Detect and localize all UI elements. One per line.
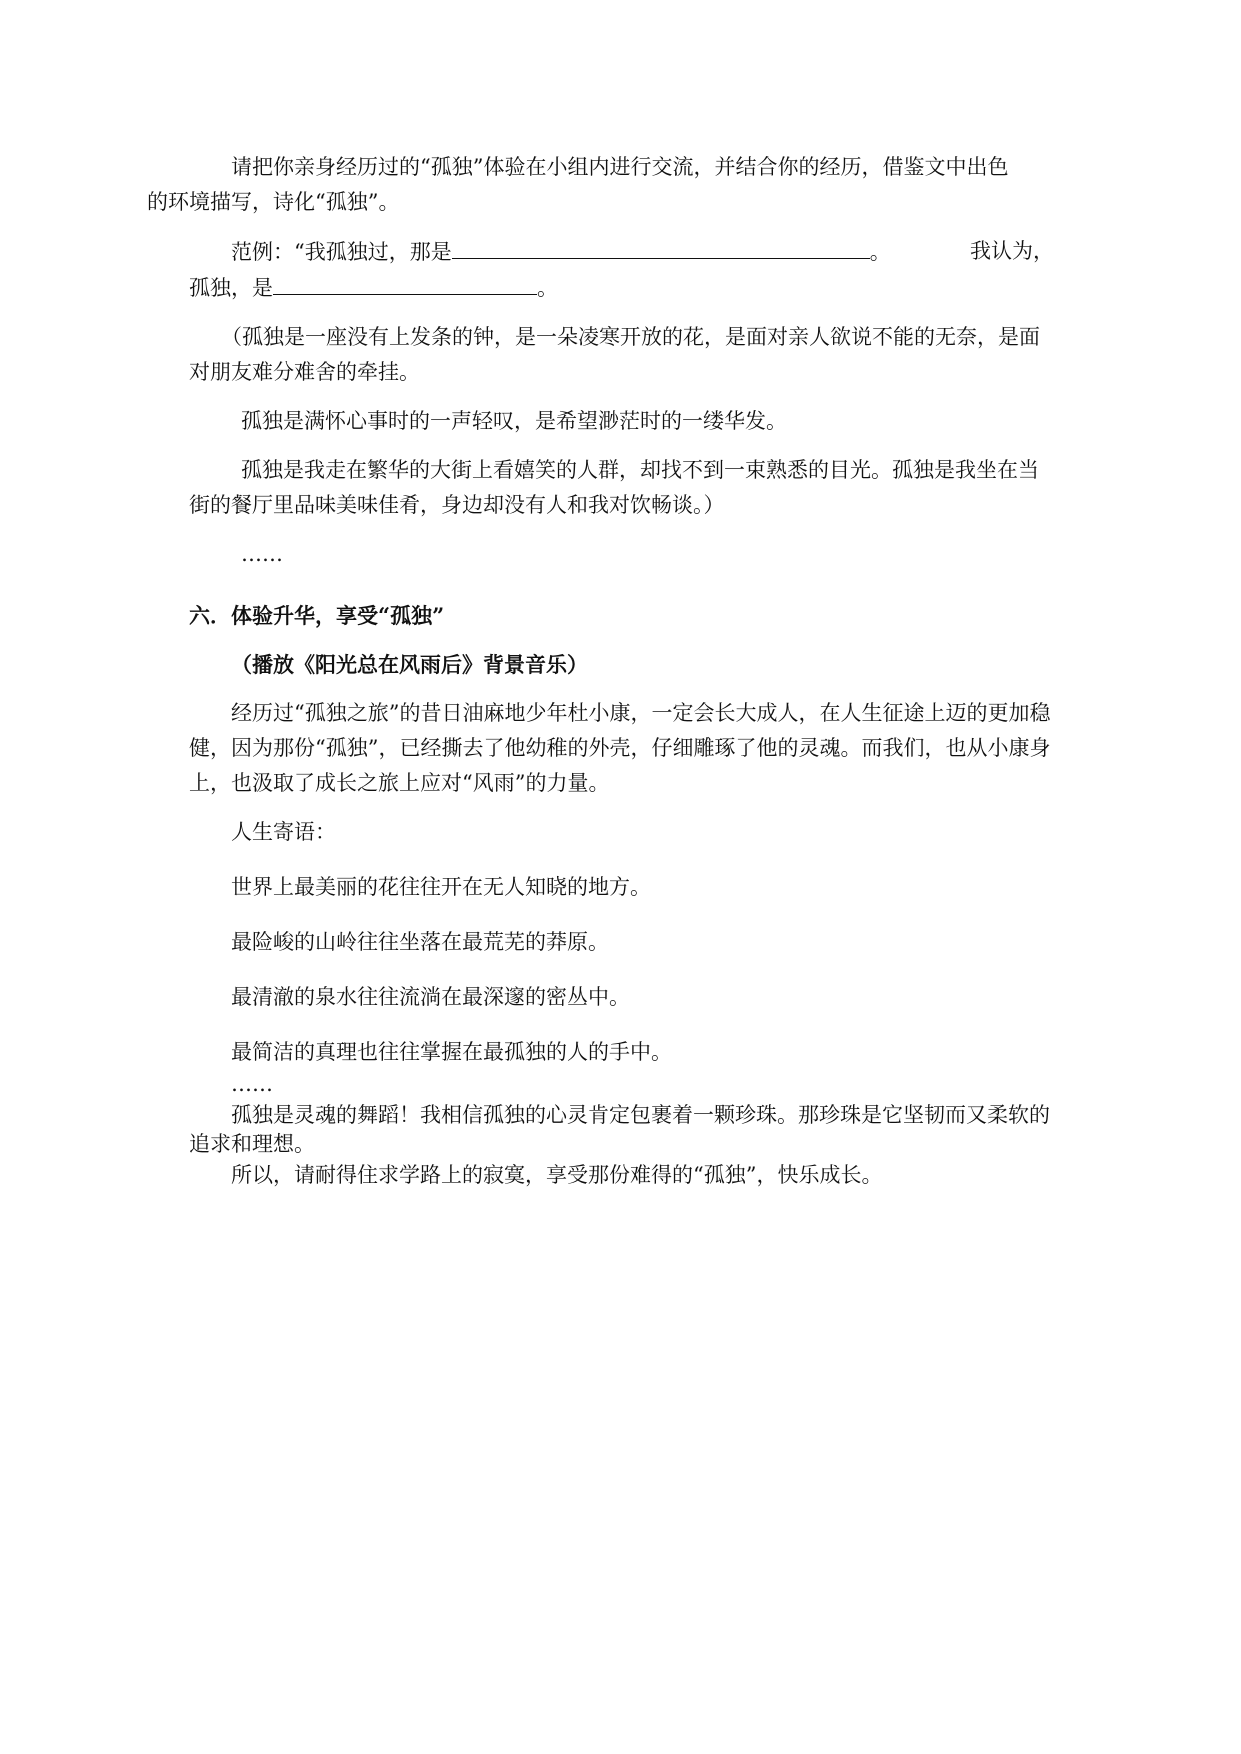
intro-line-1: 请把你亲身经历过的“孤独”体验在小组内进行交流，并结合你的经历，借鉴文中出色	[231, 155, 1009, 179]
example-line-1	[189, 234, 1054, 270]
motto-ellipsis: ……	[231, 1072, 273, 1096]
motto-label: 人生寄语：	[231, 820, 336, 844]
section-6-heading: 六．体验升华，享受“孤独”	[189, 603, 445, 628]
sample-paragraph-1: （孤独是一座没有上发条的钟，是一朵凌寒开放的花，是面对亲人欲说不能的无奈，是面对朋友难分难舍的牵挂。	[189, 325, 1040, 384]
fill-blank-long[interactable]	[452, 234, 870, 259]
intro-line-2: 的环境描写，诗化“孤独”。	[147, 190, 400, 214]
intro-paragraph	[147, 150, 1054, 220]
example-block	[189, 234, 1054, 306]
example-end-2: 。	[537, 276, 558, 300]
fill-blank-short[interactable]	[273, 270, 537, 295]
section-6-paragraph-2: 孤独是灵魂的舞蹈！我相信孤独的心灵肯定包裹着一颗珍珠。那珍珠是它坚韧而又柔软的追求和理想。	[189, 1103, 1050, 1156]
motto-line-4: 最简洁的真理也往往掌握在最孤独的人的手中。	[231, 1040, 672, 1064]
motto-line-1: 世界上最美丽的花往往开在无人知晓的地方。	[231, 875, 651, 899]
section-6-paragraph-1: 经历过“孤独之旅”的昔日油麻地少年杜小康，一定会长大成人，在人生征途上迈的更加稳健，因为那份“孤独”，已经撕去了他幼稚的外壳，仔细雕琢了他的灵魂。而我们，也从小康身上，也汲取了成长之旅上应对“风雨”的力量。	[189, 701, 1051, 795]
example-prefix: 范例：“我孤独过，那是	[231, 240, 452, 264]
music-note: （播放《阳光总在风雨后》背景音乐）	[231, 652, 588, 677]
motto-line-3: 最清澈的泉水往往流淌在最深邃的密丛中。	[231, 985, 630, 1009]
example-second-prefix: 孤独，是	[189, 276, 273, 300]
sample-paragraph-2: 孤独是满怀心事时的一声轻叹，是希望渺茫时的一缕华发。	[241, 409, 787, 433]
sample-paragraph-3: 孤独是我走在繁华的大街上看嬉笑的人群，却找不到一束熟悉的目光。孤独是我坐在当街的餐厅里品味美味佳肴，身边却没有人和我对饮畅谈。）	[189, 458, 1039, 517]
example-end-1: 。	[869, 240, 891, 264]
sample-ellipsis: ……	[241, 542, 283, 566]
motto-line-2: 最险峻的山岭往往坐落在最荒芜的莽原。	[231, 930, 609, 954]
example-line-2	[189, 270, 1054, 306]
example-i-think: 我认为，	[970, 239, 1054, 263]
document-page	[147, 150, 1054, 1190]
section-6-paragraph-3: 所以，请耐得住求学路上的寂寞，享受那份难得的“孤独”，快乐成长。	[231, 1163, 883, 1187]
example-first-sentence	[189, 234, 891, 270]
